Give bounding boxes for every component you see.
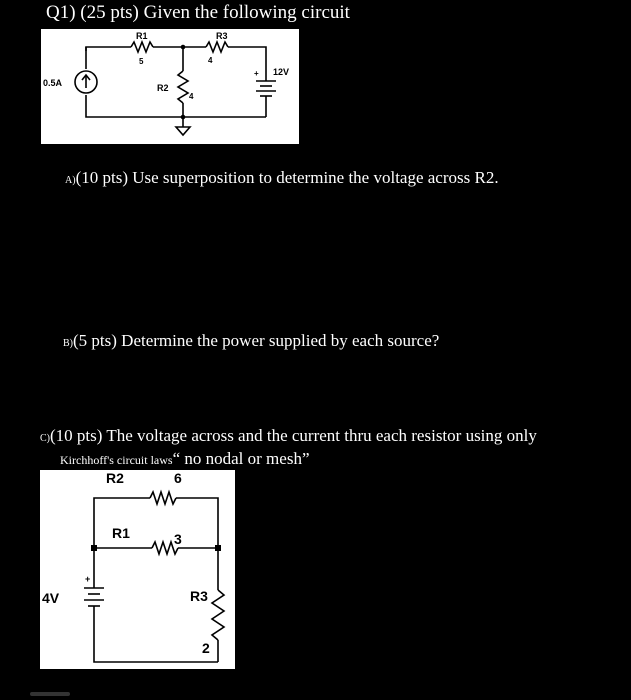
part-a — [65, 168, 499, 188]
r3-label: R3 — [190, 588, 208, 604]
voltage-source-label: 12V — [273, 67, 290, 77]
resistor-r2 — [178, 71, 188, 103]
r2-label: R2 — [157, 83, 169, 93]
r1-value: 3 — [174, 531, 182, 547]
resistor-r3 — [206, 42, 228, 52]
resistor-r1 — [131, 42, 153, 52]
part-c-kirchhoff: Kirchhoff's circuit laws — [60, 453, 173, 467]
part-a-text: (10 pts) Use superposition to determine the voltage across R2. — [75, 168, 499, 187]
ground-symbol — [176, 127, 190, 135]
r3-label: R3 — [216, 31, 228, 41]
r1-label: R1 — [136, 31, 148, 41]
r2-value: 6 — [174, 470, 182, 486]
circuit-diagram-1 — [41, 29, 299, 144]
part-b-letter: B) — [63, 338, 73, 349]
part-c-line2-rest: “ no nodal or mesh” — [172, 449, 310, 468]
r3-value: 2 — [202, 640, 210, 656]
r2-label: R2 — [106, 470, 124, 486]
question-title: Q1) (25 pts) Given the following circuit — [46, 2, 350, 23]
current-source-label: 0.5A — [43, 78, 63, 88]
voltage-source-label: 4V — [42, 590, 60, 606]
r1-label: R1 — [112, 525, 130, 541]
part-c — [40, 426, 537, 446]
resistor-r3 — [212, 590, 224, 640]
part-c-letter: C) — [40, 433, 50, 444]
r3-value: 4 — [208, 56, 213, 65]
part-c-line2 — [60, 449, 309, 469]
plus-sign: + — [85, 574, 91, 584]
r2-value: 4 — [189, 92, 194, 101]
part-b — [63, 331, 439, 351]
junction-node — [181, 45, 186, 50]
r1-value: 5 — [139, 57, 144, 66]
part-b-text: (5 pts) Determine the power supplied by each source? — [73, 331, 440, 350]
junction-node — [181, 115, 186, 120]
plus-sign: + — [254, 69, 259, 78]
junction-node — [91, 545, 97, 551]
part-c-text: (10 pts) The voltage across and the current thru each resistor using only — [50, 426, 537, 445]
junction-node — [215, 545, 221, 551]
circuit-diagram-2 — [40, 470, 235, 669]
scroll-hint — [30, 692, 70, 696]
part-a-letter: A) — [65, 175, 76, 186]
resistor-r2 — [150, 492, 176, 504]
